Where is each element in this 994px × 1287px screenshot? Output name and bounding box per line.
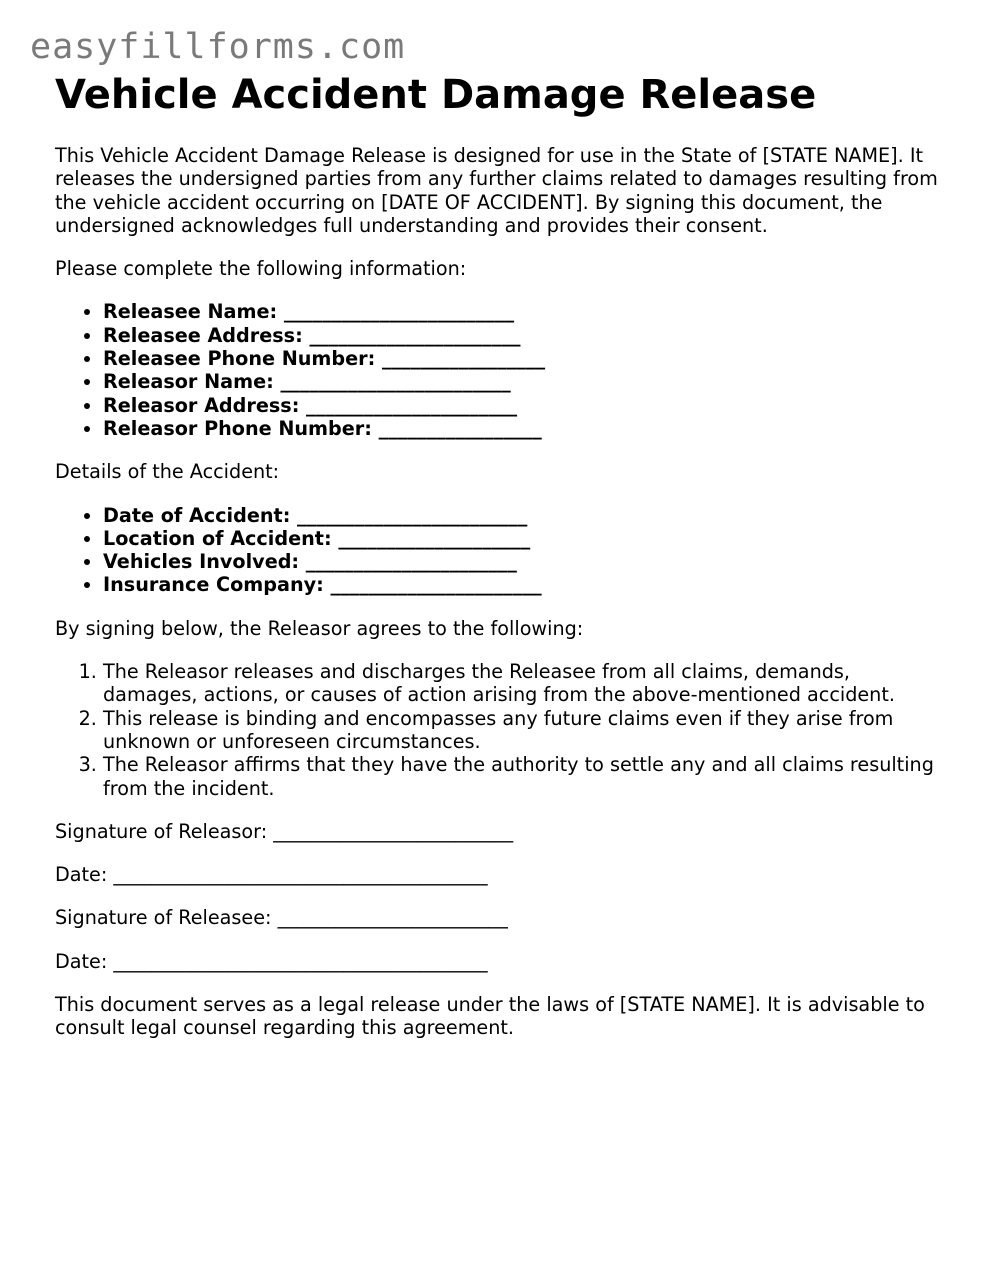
accident-fields-list <box>55 504 945 597</box>
releasee-name-field[interactable]: • Releasee Name: ________________________ <box>103 300 945 323</box>
terms-list <box>55 660 945 800</box>
closing-paragraph: This document serves as a legal release under the laws of [STATE NAME]. It is advisable to consult legal counsel regarding this agreement. <box>55 993 925 1040</box>
term-item: 1. The Releasor releases and discharges the Releasee from all claims, demands, damages, actions, or causes of action arising from the above-mentioned accident. <box>103 660 945 707</box>
party-fields-list <box>55 300 945 440</box>
releasee-address-field[interactable]: • Releasee Address: ______________________ <box>103 324 945 347</box>
vehicles-involved-field[interactable]: • Vehicles Involved: ______________________ <box>103 550 945 573</box>
info-prompt: Please complete the following information: <box>55 257 467 281</box>
intro-paragraph: This Vehicle Accident Damage Release is designed for use in the State of [STATE NAME]. It releases the undersigned parties from any further claims related to damages resulting from the vehicle accident occurring on [DATE OF ACCIDENT]. By signing this document, the undersigned acknowledges full understanding and provides their consent. <box>55 144 938 237</box>
accident-date-field[interactable]: • Date of Accident: ________________________ <box>103 504 945 527</box>
releasee-date-line[interactable]: Date: _______________________________________ <box>55 949 488 973</box>
accident-location-field[interactable]: • Location of Accident: ____________________ <box>103 527 945 550</box>
insurance-company-field[interactable]: • Insurance Company: ______________________ <box>103 573 945 596</box>
releasor-signature-line[interactable]: Signature of Releasor: _________________________ <box>55 819 514 843</box>
releasor-address-field[interactable]: • Releasor Address: ______________________ <box>103 394 945 417</box>
document-title: Vehicle Accident Damage Release <box>55 72 817 118</box>
releasee-phone-field[interactable]: • Releasee Phone Number: _________________ <box>103 347 945 370</box>
releasor-phone-field[interactable]: • Releasor Phone Number: _________________ <box>103 417 945 440</box>
accident-heading: Details of the Accident: <box>55 460 280 484</box>
term-item: 2. This release is binding and encompasses any future claims even if they arise from unknown or unforeseen circumstances. <box>103 707 945 754</box>
releasor-date-line[interactable]: Date: _______________________________________ <box>55 863 488 887</box>
agreement-intro: By signing below, the Releasor agrees to the following: <box>55 616 584 640</box>
term-item: 3. The Releasor affirms that they have the authority to settle any and all claims resulting from the incident. <box>103 753 945 800</box>
document-body <box>55 72 945 1040</box>
site-watermark: easyfillforms.com <box>30 27 406 67</box>
releasor-name-field[interactable]: • Releasor Name: ________________________ <box>103 370 945 393</box>
releasee-signature-line[interactable]: Signature of Releasee: ________________________ <box>55 906 508 930</box>
